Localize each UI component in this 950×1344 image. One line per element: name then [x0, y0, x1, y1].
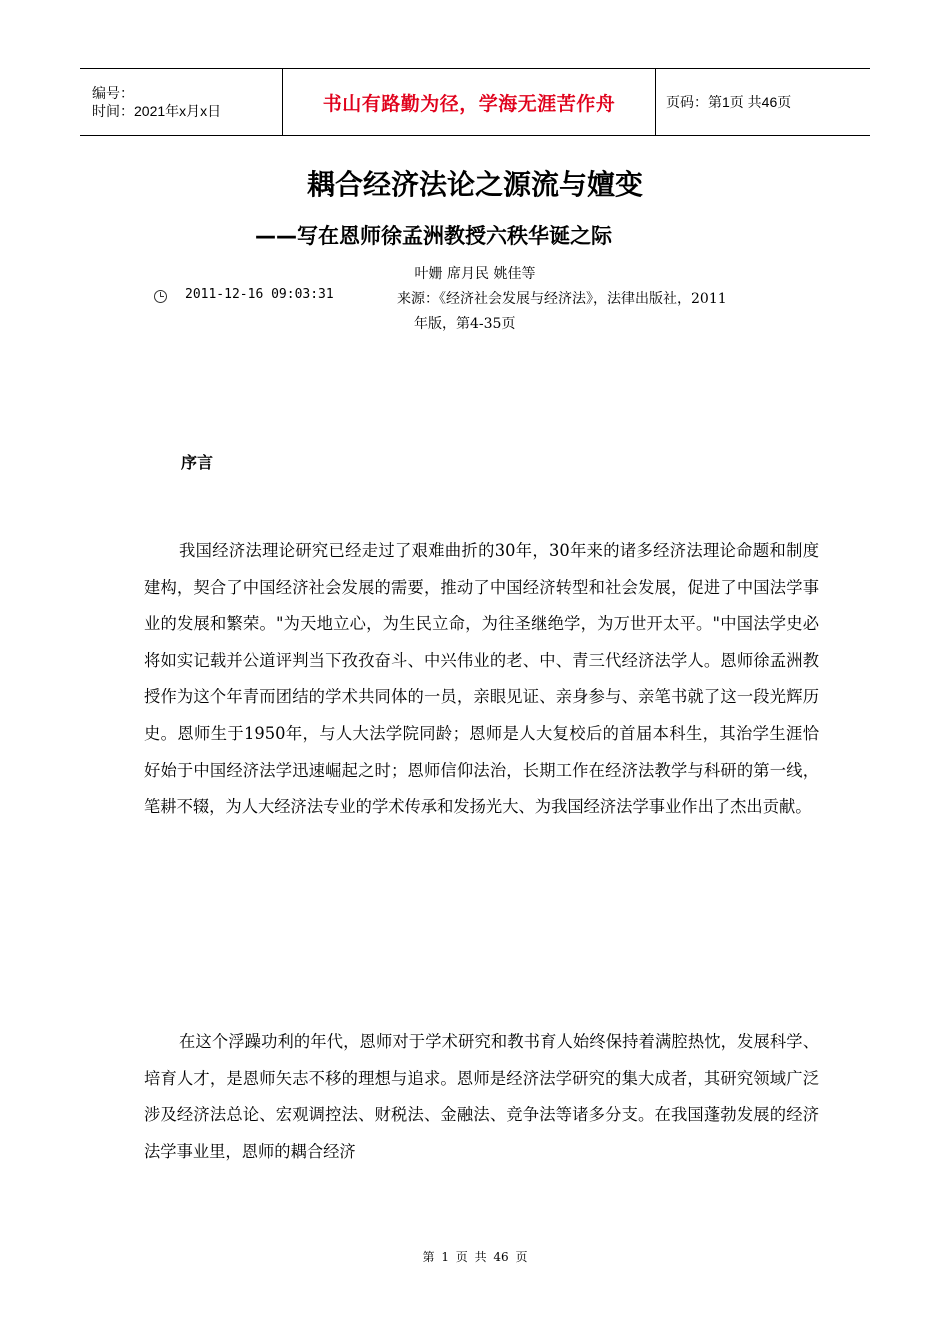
body-paragraph: 在这个浮躁功利的年代，恩师对于学术研究和教书育人始终保持着满腔热忱，发展科学、培育人才，是恩师矢志不移的理想与追求。恩师是经济法学研究的集大成者，其研究领域广泛涉及经济法总论、宏观调控法、财税法、金融法、竞争法等诸多分支。在我国蓬勃发展的经济法学事业里，恩师的耦合经济 — [144, 1032, 819, 1161]
article-subtitle: ——写在恩师徐孟洲教授六秩华诞之际 — [255, 224, 612, 248]
source-citation — [397, 287, 807, 337]
body-paragraph: 我国经济法理论研究已经走过了艰难曲折的30年，30年来的诸多经济法理论命题和制度建构，契合了中国经济社会发展的需要，推动了中国经济转型和社会发展，促进了中国法学事业的发展和繁荣。"为天地立心，为生民立命，为往圣继绝学，为万世开太平。"中国法学史必将如实记载并公道评判当下孜孜奋斗、中兴伟业的老、中、青三代经济法学人。恩师徐孟洲教授作为这个年青而团结的学术共同体的一员，亲眼见证、亲身参与、亲笔书就了这一段光辉历史。恩师生于1950年，与人大法学院同龄；恩师是人大复校后的首届本科生，其治学生涯恰好始于中国经济法学迅速崛起之时；恩师信仰法治，长期工作在经济法教学与科研的第一线，笔耕不辍，为人大经济法专业的学术传承和发扬光大、为我国经济法学事业作出了杰出贡献。 — [144, 541, 819, 817]
section-heading: 序言 — [181, 453, 214, 472]
page-label: 页码：第1页 共46页 — [666, 94, 792, 110]
header-motto-cell — [282, 69, 656, 135]
page-footer: 第 1 页 共 46 页 — [422, 1250, 528, 1264]
number-label: 编号： — [92, 85, 134, 101]
header-page-cell — [656, 69, 870, 135]
document-header — [80, 68, 870, 136]
motto: 书山有路勤为径，学海无涯苦作舟 — [322, 92, 616, 115]
header-meta — [80, 69, 282, 135]
authors: 叶姗 席月民 姚佳等 — [414, 266, 536, 282]
time-label: 时间：2021年x月x日 — [92, 103, 222, 119]
source-line-2: 年版，第4-35页 — [414, 316, 516, 332]
article-title: 耦合经济法论之源流与嬗变 — [306, 168, 643, 201]
publish-datetime: 2011-12-16 09:03:31 — [185, 287, 334, 302]
clock-icon — [154, 290, 167, 303]
source-line-1: 来源：《经济社会发展与经济法》，法律出版社，2011 — [397, 291, 727, 307]
